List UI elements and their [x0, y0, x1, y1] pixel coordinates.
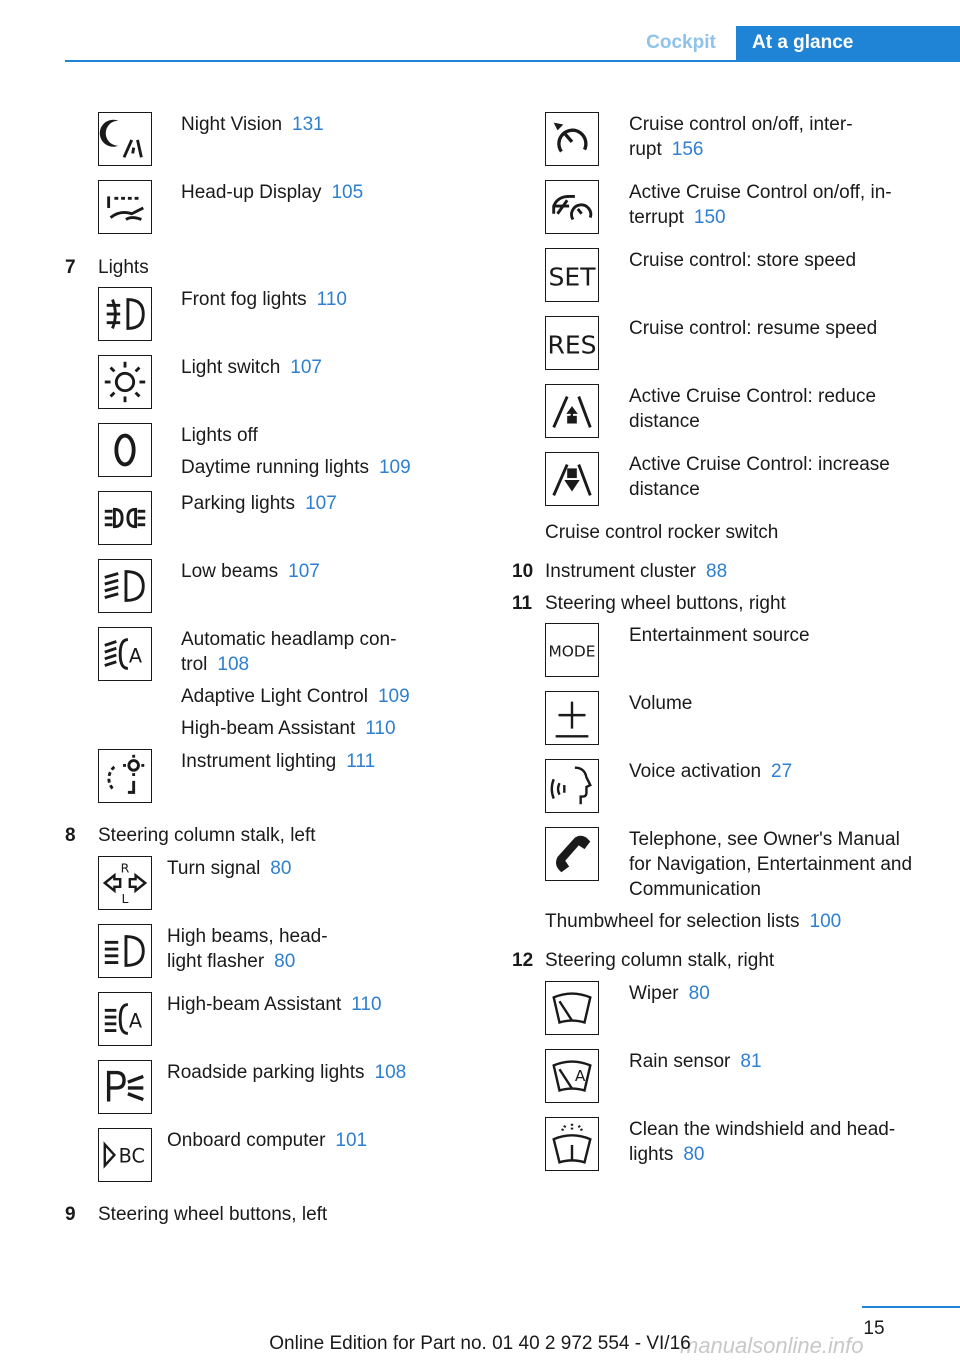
roadside-parking-lights-icon: [98, 1060, 152, 1114]
head-up-display-entry: [181, 180, 363, 205]
turn-signal-page-ref[interactable]: 80: [270, 858, 292, 879]
telephone-label-line2: for Navigation, Entertainment and: [629, 854, 913, 875]
front-fog-lights-entry: [181, 287, 347, 312]
rain-sensor-icon-letter: A: [574, 1066, 586, 1085]
rain-sensor-icon: [545, 1049, 599, 1103]
high-beam-assistant-icon-letter: A: [128, 1009, 143, 1033]
increase-distance-icon: [545, 452, 599, 506]
header-tab-at-a-glance[interactable]: At a glance: [736, 26, 960, 60]
resume-speed-icon-text: RES: [547, 330, 597, 360]
night-vision-entry: [181, 112, 324, 137]
parking-lights-label: Parking lights: [181, 493, 296, 514]
low-beams-page-ref[interactable]: 107: [288, 561, 320, 582]
section-10-entry: [545, 559, 727, 584]
section-11-number: 11: [512, 593, 533, 614]
active-cruise-control-icon: [545, 180, 599, 234]
instrument-lighting-label: Instrument lighting: [181, 751, 337, 772]
reduce-distance-entry: [629, 384, 876, 434]
clean-windshield-label-line2: lights: [629, 1144, 674, 1165]
onboard-computer-label: Onboard computer: [167, 1130, 326, 1151]
roadside-parking-lights-page-ref[interactable]: 108: [374, 1062, 407, 1083]
low-beams-icon: [98, 559, 152, 613]
mode-icon: [545, 623, 599, 677]
high-beams-icon: [98, 924, 152, 978]
section-11-title: Steering wheel buttons, right: [545, 593, 786, 614]
reduce-distance-label-line1: Active Cruise Control: reduce: [629, 386, 877, 407]
parking-lights-icon: [98, 491, 152, 545]
light-switch-icon: [98, 355, 152, 409]
voice-activation-icon: [545, 759, 599, 813]
volume-label: Volume: [629, 693, 693, 714]
clean-windshield-label-line1: Clean the windshield and head-: [629, 1119, 896, 1140]
rain-sensor-label: Rain sensor: [629, 1051, 731, 1072]
active-cruise-control-page-ref[interactable]: 150: [693, 207, 726, 228]
thumbwheel-entry: [545, 909, 841, 934]
turn-signal-icon-r: R: [120, 860, 130, 876]
resume-speed-label: Cruise control: resume speed: [629, 318, 878, 339]
onboard-computer-icon: [98, 1128, 152, 1182]
onboard-computer-page-ref[interactable]: 101: [335, 1130, 368, 1151]
head-up-display-icon: [98, 180, 152, 234]
parking-lights-entry: [181, 491, 337, 516]
adaptive-light-control-page-ref[interactable]: 109: [377, 686, 410, 707]
reduce-distance-icon: [545, 384, 599, 438]
entertainment-source-entry: [629, 623, 810, 648]
increase-distance-entry: [629, 452, 890, 502]
automatic-headlamp-icon: [98, 627, 152, 681]
telephone-label-line1: Telephone, see Owner's Manual: [629, 829, 900, 850]
voice-activation-entry: [629, 759, 792, 784]
high-beam-assistant-stalk-label: High-beam Assistant: [167, 994, 342, 1015]
active-cruise-control-label-line2: terrupt: [629, 207, 684, 228]
footer-rule: [862, 1306, 960, 1308]
reduce-distance-label-line2: distance: [629, 411, 700, 432]
increase-distance-label-line1: Active Cruise Control: increase: [629, 454, 890, 475]
wiper-page-ref[interactable]: 80: [688, 983, 710, 1004]
resume-speed-icon: [545, 316, 599, 370]
automatic-headlamp-entry: [181, 627, 410, 741]
page-number: 15: [863, 1318, 885, 1339]
front-fog-lights-page-ref[interactable]: 110: [316, 289, 347, 310]
telephone-icon: [545, 827, 599, 881]
front-fog-lights-icon: [98, 287, 152, 341]
lights-off-label: Lights off: [181, 425, 258, 446]
high-beam-assistant-stalk-page-ref[interactable]: 110: [351, 994, 382, 1015]
section-9-title: Steering wheel buttons, left: [98, 1204, 328, 1225]
turn-signal-label: Turn signal: [167, 858, 261, 879]
voice-activation-page-ref[interactable]: 27: [771, 761, 793, 782]
automatic-headlamp-label-line2: trol: [181, 654, 208, 675]
high-beam-assistant-label: High-beam Assistant: [181, 718, 356, 739]
low-beams-label: Low beams: [181, 561, 279, 582]
washer-icon: [545, 1117, 599, 1171]
instrument-lighting-page-ref[interactable]: 111: [346, 751, 376, 772]
thumbwheel-page-ref[interactable]: 100: [809, 911, 842, 932]
turn-signal-entry: [167, 856, 291, 881]
header-tab-cockpit[interactable]: Cockpit: [646, 32, 716, 53]
light-switch-label: Light switch: [181, 357, 281, 378]
front-fog-lights-label: Front fog lights: [181, 289, 307, 310]
volume-icon: [545, 691, 599, 745]
telephone-label-line3: Communication: [629, 879, 761, 900]
cruise-control-rocker-label: Cruise control rocker switch: [545, 522, 779, 543]
cruise-control-entry: [629, 112, 853, 162]
wiper-entry: [629, 981, 710, 1006]
cruise-control-label-line1: Cruise control on/off, inter-: [629, 114, 853, 135]
clean-windshield-entry: [629, 1117, 895, 1167]
low-beams-entry: [181, 559, 320, 584]
lights-off-entry: [181, 423, 411, 480]
cruise-control-icon: [545, 112, 599, 166]
automatic-headlamp-icon-letter: A: [128, 644, 143, 668]
high-beams-page-ref[interactable]: 80: [274, 951, 296, 972]
automatic-headlamp-label-line1: Automatic headlamp con-: [181, 629, 397, 650]
volume-entry: [629, 691, 692, 716]
section-8-title: Steering column stalk, left: [98, 825, 316, 846]
night-vision-page-ref[interactable]: 131: [292, 114, 324, 135]
high-beams-label-line2: light flasher: [167, 951, 265, 972]
daytime-running-lights-label: Daytime running lights: [181, 457, 369, 478]
set-speed-label: Cruise control: store speed: [629, 250, 857, 271]
turn-signal-icon: [98, 856, 152, 910]
night-vision-icon: [98, 112, 152, 166]
automatic-headlamp-page-ref[interactable]: 108: [217, 654, 250, 675]
active-cruise-control-label-line1: Active Cruise Control on/off, in-: [629, 182, 892, 203]
wiper-icon: [545, 981, 599, 1035]
header-rule: [65, 60, 960, 62]
instrument-lighting-icon: [98, 749, 152, 803]
telephone-entry: [629, 827, 912, 902]
footer-edition: Online Edition for Part no. 01 40 2 972 554 - VI/16: [269, 1333, 691, 1354]
rain-sensor-entry: [629, 1049, 762, 1074]
onboard-computer-entry: [167, 1128, 367, 1153]
rain-sensor-page-ref[interactable]: 81: [740, 1051, 762, 1072]
parking-lights-page-ref[interactable]: 107: [305, 493, 337, 514]
wiper-label: Wiper: [629, 983, 679, 1004]
light-switch-entry: [181, 355, 322, 380]
high-beam-assistant-page-ref[interactable]: 110: [365, 718, 396, 739]
entertainment-source-label: Entertainment source: [629, 625, 810, 646]
high-beams-entry: [167, 924, 328, 974]
adaptive-light-control-label: Adaptive Light Control: [181, 686, 368, 707]
daytime-running-lights-page-ref[interactable]: 109: [378, 457, 411, 478]
section-12-number: 12: [512, 950, 534, 971]
lights-off-icon: [98, 423, 152, 477]
set-speed-entry: [629, 248, 856, 273]
turn-signal-icon-l: L: [121, 891, 129, 907]
section-10-number: 10: [512, 561, 534, 582]
section-10-title: Instrument cluster: [545, 561, 696, 582]
head-up-display-label: Head-up Display: [181, 182, 322, 203]
thumbwheel-label: Thumbwheel for selection lists: [545, 911, 800, 932]
set-speed-icon: [545, 248, 599, 302]
clean-windshield-page-ref[interactable]: 80: [683, 1144, 705, 1165]
mode-icon-text: MODE: [548, 642, 596, 661]
onboard-computer-icon-text: BC: [118, 1144, 145, 1168]
roadside-parking-lights-label: Roadside parking lights: [167, 1062, 365, 1083]
roadside-parking-lights-entry: [167, 1060, 406, 1085]
section-7-number: 7: [65, 257, 76, 278]
cruise-control-label-line2: rupt: [629, 139, 662, 160]
active-cruise-control-entry: [629, 180, 892, 230]
head-up-display-page-ref[interactable]: 105: [331, 182, 364, 203]
section-12-title: Steering column stalk, right: [545, 950, 775, 971]
section-10-page-ref[interactable]: 88: [706, 561, 728, 582]
high-beams-label-line1: High beams, head-: [167, 926, 328, 947]
light-switch-page-ref[interactable]: 107: [290, 357, 322, 378]
high-beam-assistant-entry: [167, 992, 382, 1017]
resume-speed-entry: [629, 316, 877, 341]
instrument-lighting-entry: [181, 749, 375, 774]
night-vision-label: Night Vision: [181, 114, 283, 135]
increase-distance-label-line2: distance: [629, 479, 700, 500]
watermark: manualsonline.info: [680, 1333, 864, 1358]
section-9-number: 9: [65, 1204, 76, 1225]
section-8-number: 8: [65, 825, 76, 846]
section-7-title: Lights: [98, 257, 149, 278]
cruise-control-page-ref[interactable]: 156: [671, 139, 704, 160]
set-speed-icon-text: SET: [548, 262, 596, 292]
voice-activation-label: Voice activation: [629, 761, 762, 782]
high-beam-assistant-icon: [98, 992, 152, 1046]
